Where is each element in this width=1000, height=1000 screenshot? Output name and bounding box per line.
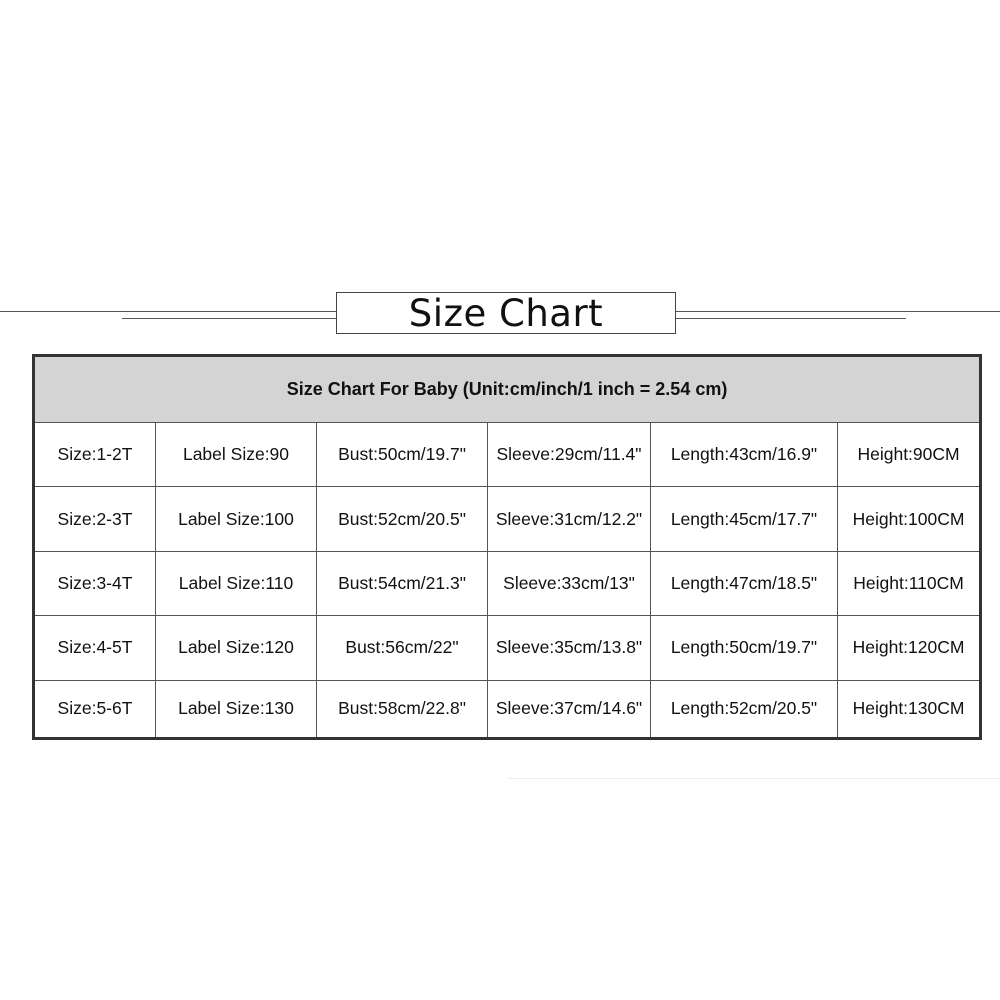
sleeve-cell: Sleeve:31cm/12.2" — [488, 487, 651, 551]
bust-cell: Bust:52cm/20.5" — [317, 487, 488, 551]
table-row — [34, 680, 981, 738]
table-row — [34, 551, 981, 615]
label-size-cell: Label Size:130 — [156, 680, 317, 738]
length-cell: Length:43cm/16.9" — [651, 423, 838, 487]
header-rule-left-top — [0, 311, 336, 312]
header-rule-right-top — [676, 311, 1000, 312]
label-size-cell: Label Size:120 — [156, 616, 317, 680]
header-rule-right-bottom — [676, 318, 906, 319]
height-cell: Height:130CM — [838, 680, 981, 738]
sleeve-cell: Sleeve:33cm/13" — [488, 551, 651, 615]
header-rule-left-bottom — [122, 318, 336, 319]
sleeve-cell: Sleeve:29cm/11.4" — [488, 423, 651, 487]
page-title: Size Chart — [408, 291, 604, 335]
size-cell: Size:4-5T — [34, 616, 156, 680]
title-box — [336, 292, 676, 334]
size-cell: Size:1-2T — [34, 423, 156, 487]
label-size-cell: Label Size:100 — [156, 487, 317, 551]
bust-cell: Bust:50cm/19.7" — [317, 423, 488, 487]
table-row — [34, 616, 981, 680]
size-cell: Size:3-4T — [34, 551, 156, 615]
bust-cell: Bust:54cm/21.3" — [317, 551, 488, 615]
faint-divider — [508, 778, 1000, 779]
sleeve-cell: Sleeve:37cm/14.6" — [488, 680, 651, 738]
table-header: Size Chart For Baby (Unit:cm/inch/1 inch = 2.54 cm) — [34, 356, 981, 423]
length-cell: Length:50cm/19.7" — [651, 616, 838, 680]
size-chart-table — [32, 354, 982, 740]
label-size-cell: Label Size:90 — [156, 423, 317, 487]
bust-cell: Bust:56cm/22" — [317, 616, 488, 680]
bust-cell: Bust:58cm/22.8" — [317, 680, 488, 738]
height-cell: Height:90CM — [838, 423, 981, 487]
table-row — [34, 423, 981, 487]
length-cell: Length:45cm/17.7" — [651, 487, 838, 551]
sleeve-cell: Sleeve:35cm/13.8" — [488, 616, 651, 680]
size-cell: Size:2-3T — [34, 487, 156, 551]
height-cell: Height:100CM — [838, 487, 981, 551]
length-cell: Length:47cm/18.5" — [651, 551, 838, 615]
table-body — [34, 423, 981, 739]
table-header-row — [34, 356, 981, 423]
height-cell: Height:120CM — [838, 616, 981, 680]
length-cell: Length:52cm/20.5" — [651, 680, 838, 738]
label-size-cell: Label Size:110 — [156, 551, 317, 615]
height-cell: Height:110CM — [838, 551, 981, 615]
table-row — [34, 487, 981, 551]
size-cell: Size:5-6T — [34, 680, 156, 738]
